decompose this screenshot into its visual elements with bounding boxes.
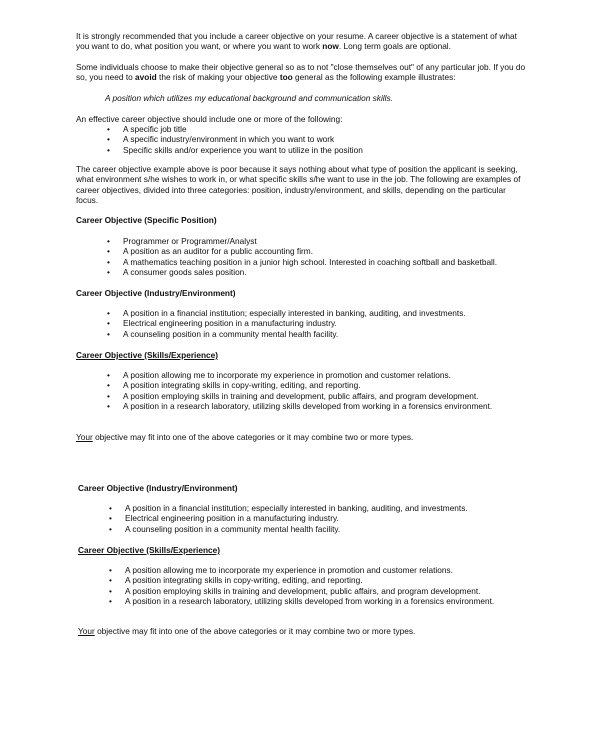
closing-paragraph-repeat: Your objective may fit into one of the above categories or it may combine two or more types.: [78, 626, 416, 636]
list-item: • A mathematics teaching position in a junior high school. Interested in coaching softball and basketball.: [107, 256, 498, 267]
list-item: • A specific industry/environment in which you want to work: [107, 134, 335, 145]
list-item: • A position in a financial institution; especially interested in banking, auditing, and investments.: [107, 308, 466, 318]
heading-skills-experience-repeat: Career Objective (Skills/Experience): [78, 545, 221, 555]
heading-industry-environment: Career Objective (Industry/Environment): [76, 288, 236, 298]
list-item: • A position as an auditor for a public accounting firm.: [107, 246, 314, 257]
intro-p2-bold-avoid: avoid: [135, 72, 157, 83]
objective-criteria-list: [107, 124, 363, 155]
list-item: • A counseling position in a community mental health facility.: [107, 328, 339, 339]
intro-paragraph-4: The career objective example above is poor because it says nothing about what type of position the applicant is seeking, what environment s/he wishes to work in, or what specific skills s/he want to use in the job. The following are examples of career objectives, divided into three categories: position, industry/environment, and skills, depending on the particular focus.: [76, 164, 521, 206]
intro-p1-bold: now: [322, 41, 339, 52]
intro-paragraph-1: [76, 31, 526, 52]
list-item: • A specific job title: [107, 124, 187, 134]
list-item: • A position employing skills in training and development, public affairs, and program development.: [109, 585, 481, 596]
industry-environment-list: [107, 308, 466, 339]
industry-environment-list-repeat: [109, 503, 468, 534]
list-item: • A position in a research laboratory, utilizing skills developed from working in a forensics environment.: [107, 401, 493, 412]
intro-p1-text: It is strongly recommended that you include a career objective on your resume. A career objective is a statement of what you want to do, what position you want, or where you want to work: [76, 31, 517, 52]
list-item: • A position employing skills in training and development, public affairs, and program development.: [107, 390, 479, 401]
intro-p1-end: . Long term goals are optional.: [338, 41, 451, 52]
list-item: • A position in a research laboratory, utilizing skills developed from working in a forensics environment.: [109, 596, 495, 607]
list-item: • A position allowing me to incorporate my experience in promotion and customer relations.: [109, 565, 453, 575]
list-item: • A position allowing me to incorporate my experience in promotion and customer relations.: [107, 370, 451, 380]
closing-paragraph: Your objective may fit into one of the above categories or it may combine two or more types.: [76, 432, 414, 442]
list-item: • Specific skills and/or experience you want to utilize in the position: [107, 144, 363, 155]
list-item: • A position integrating skills in copy-writing, editing, and reporting.: [109, 575, 363, 586]
list-item: • Electrical engineering position in a manufacturing industry.: [107, 318, 337, 329]
heading-specific-position: Career Objective (Specific Position): [76, 215, 217, 225]
list-item: • Electrical engineering position in a manufacturing industry.: [109, 513, 339, 524]
intro-p2-c: general as the following example illustrates:: [292, 72, 456, 83]
intro-p2-a: Some individuals choose to make their objective general so as to not "close themselves out" of any particular job. If you do so, you need to: [76, 62, 526, 83]
list-item: • A position integrating skills in copy-writing, editing, and reporting.: [107, 380, 361, 391]
heading-skills-experience: Career Objective (Skills/Experience): [76, 350, 219, 360]
heading-industry-environment-repeat: Career Objective (Industry/Environment): [78, 483, 238, 493]
intro-p2-bold-too: too: [279, 72, 293, 83]
skills-experience-list: [107, 370, 493, 412]
list-item: • A consumer goods sales position.: [107, 267, 247, 278]
list-item: • A position in a financial institution; especially interested in banking, auditing, and investments.: [109, 503, 468, 513]
intro-paragraph-2: [76, 62, 526, 83]
poor-example: A position which utilizes my educational background and communication skills.: [105, 93, 393, 103]
specific-position-list: [107, 236, 498, 278]
intro-paragraph-3: An effective career objective should include one or more of the following:: [76, 114, 343, 124]
skills-experience-list-repeat: [109, 565, 495, 607]
list-item: • Programmer or Programmer/Analyst: [107, 236, 257, 246]
intro-p2-b: the risk of making your objective: [156, 72, 280, 83]
list-item: • A counseling position in a community mental health facility.: [109, 523, 341, 534]
